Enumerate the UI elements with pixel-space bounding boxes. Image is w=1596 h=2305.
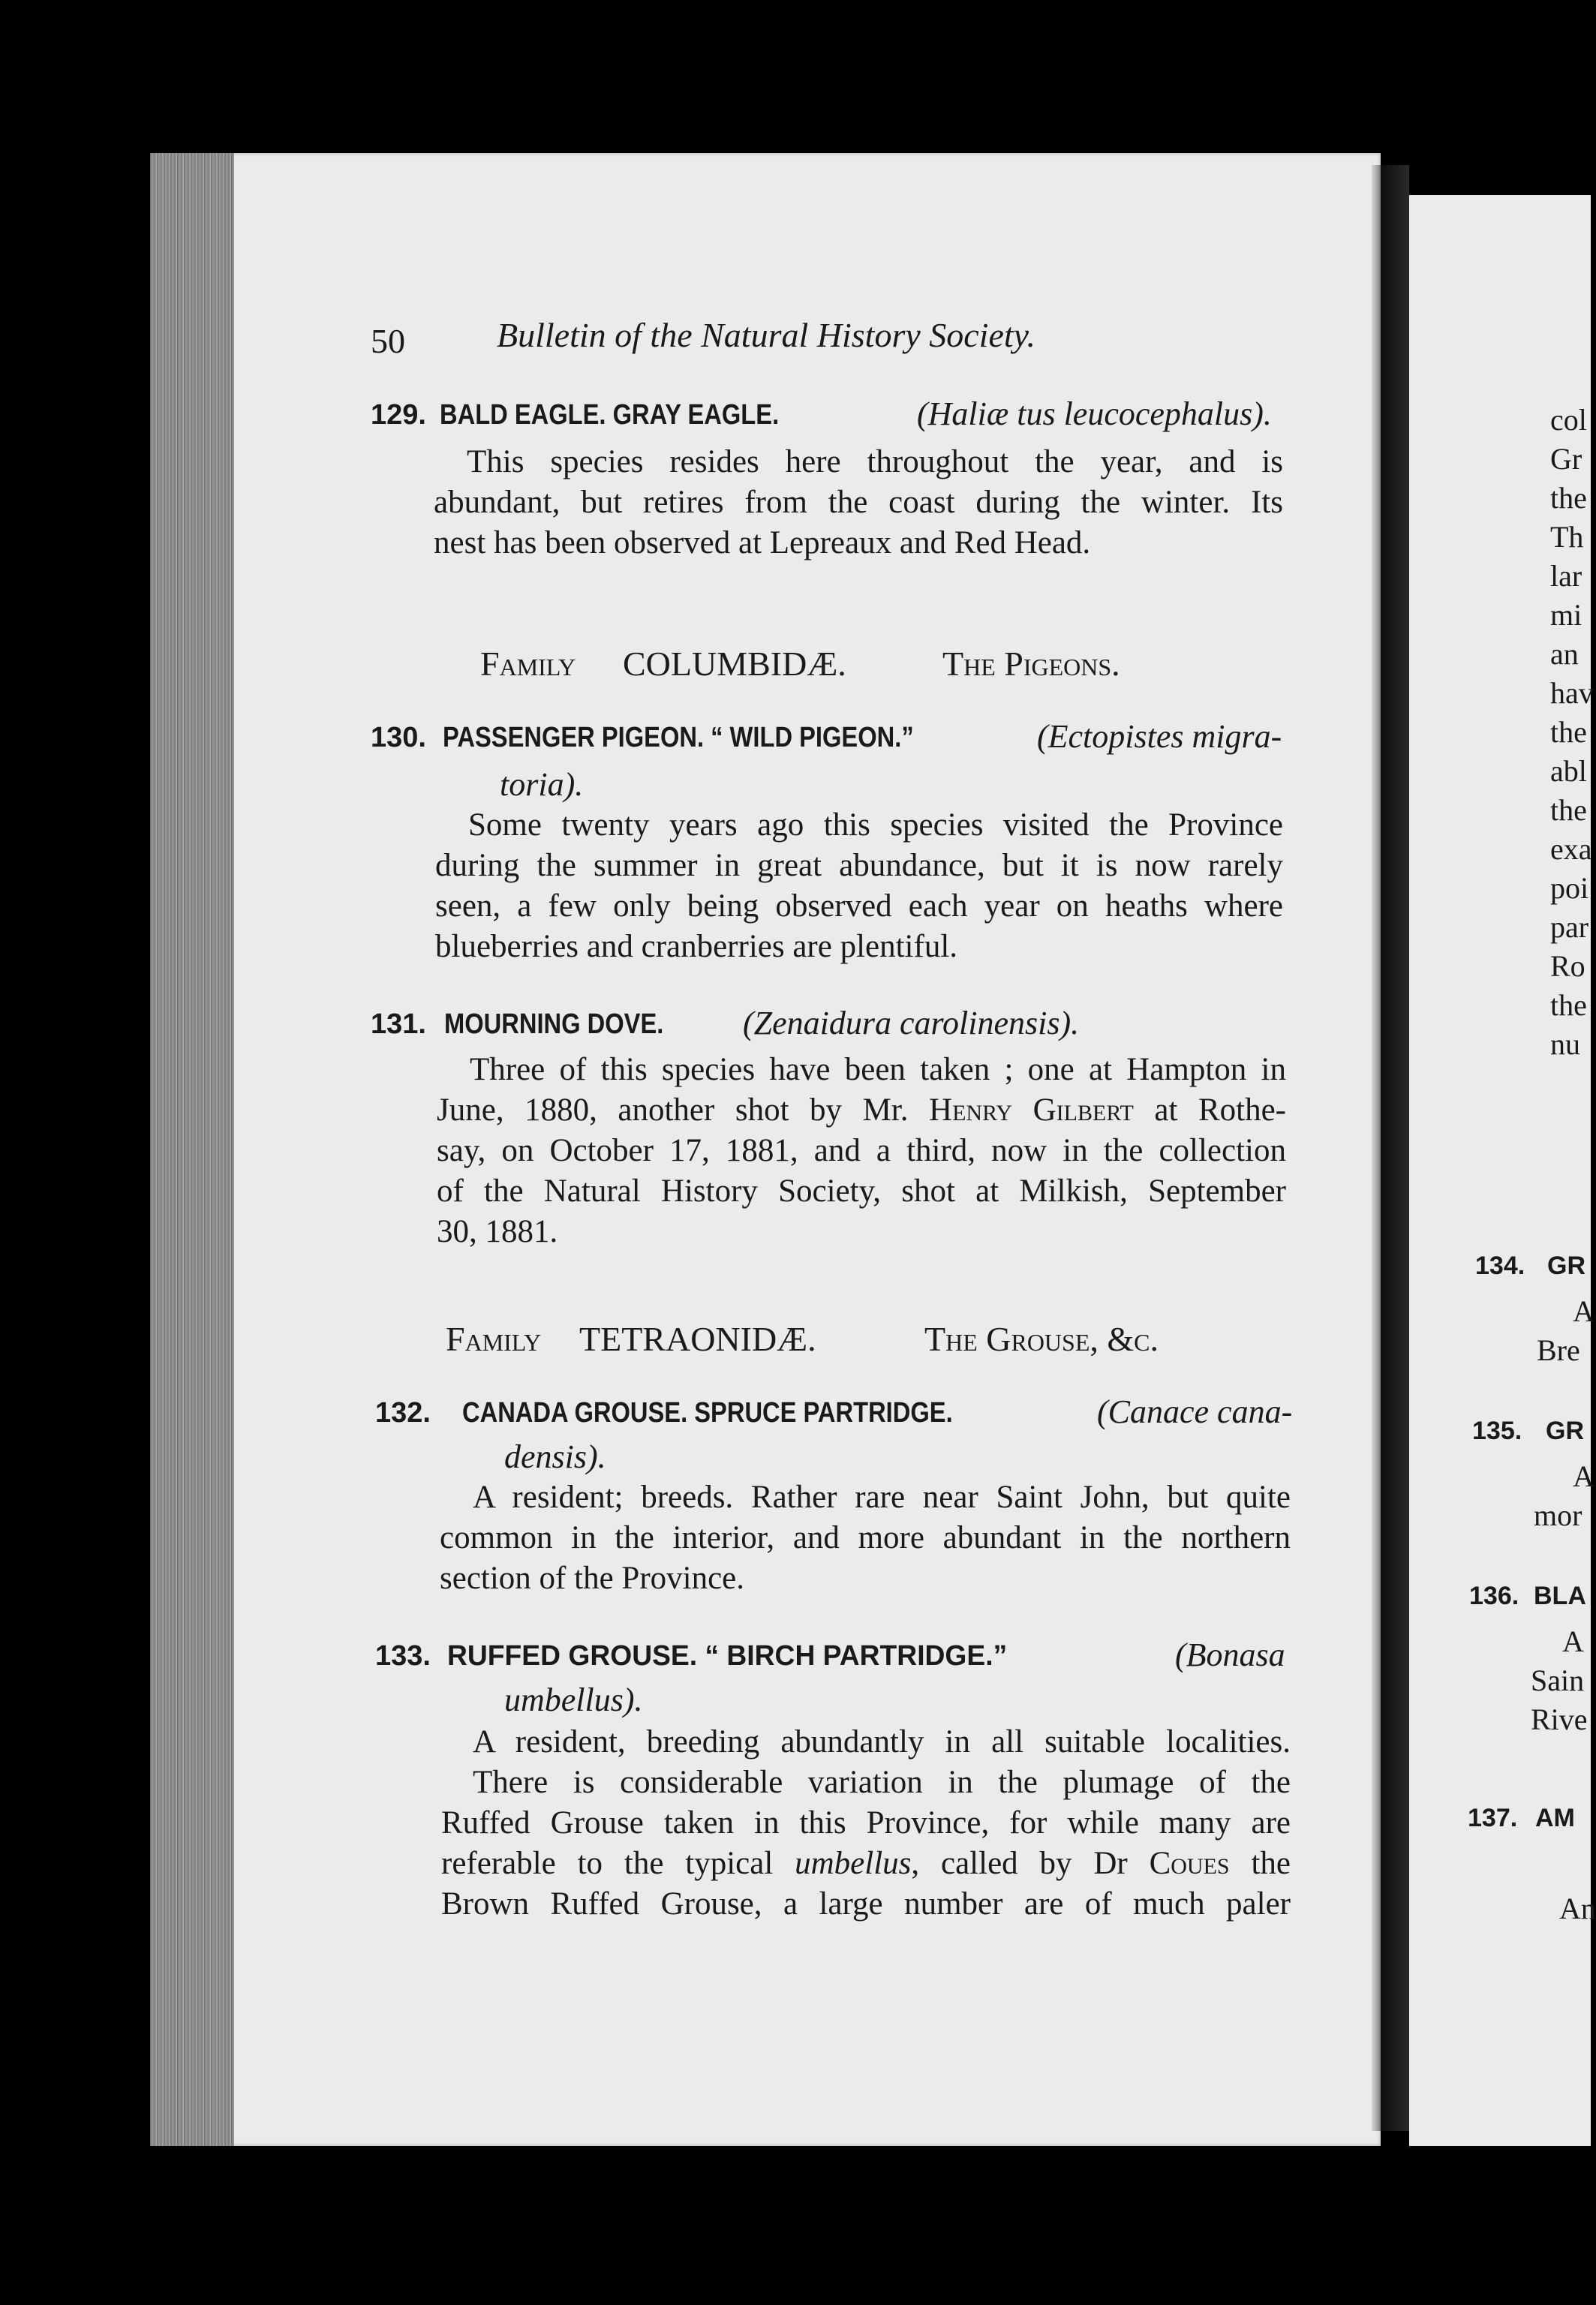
italic-term: umbellus xyxy=(795,1846,912,1881)
person-name: Coues xyxy=(1149,1846,1230,1881)
family-common-name: The Grouse, &c. xyxy=(924,1320,1159,1358)
entry-body-line: during the summer in great abundance, but it is now rarely xyxy=(435,848,1283,883)
entry-heading: PASSENGER PIGEON. “ WILD PIGEON.” xyxy=(443,722,914,753)
fragment: An xyxy=(1559,1892,1596,1925)
fragment: poi xyxy=(1550,871,1589,905)
fragment: Gr xyxy=(1550,442,1582,476)
scientific-name-cont: toria). xyxy=(500,766,584,803)
fragment: mor xyxy=(1534,1498,1582,1532)
fragment: hav xyxy=(1550,676,1594,710)
entry-body-line: This species resides here throughout the year, and is xyxy=(467,444,1283,479)
fragment: the xyxy=(1550,715,1587,749)
family-label: Family xyxy=(480,645,576,683)
fragment: nu xyxy=(1550,1027,1580,1061)
fragment: A xyxy=(1562,1624,1584,1658)
fragment: exa xyxy=(1550,832,1592,866)
entry-body-line: Brown Ruffed Grouse, a large number are of much paler xyxy=(441,1886,1291,1922)
fragment: par xyxy=(1550,910,1589,944)
fragment: Th xyxy=(1550,520,1584,554)
entry-body-line: nest has been observed at Lepreaux and Red Head. xyxy=(434,525,1091,560)
running-head: Bulletin of the Natural History Society. xyxy=(497,316,1036,354)
entry-number: 136. xyxy=(1469,1582,1519,1610)
scientific-name: (Haliæ tus leucocephalus). xyxy=(917,395,1272,432)
entry-number: 131. xyxy=(371,1008,426,1040)
entry-body-line: section of the Province. xyxy=(440,1561,745,1596)
fragment: Sain xyxy=(1531,1663,1585,1697)
entry-heading: AM xyxy=(1535,1804,1575,1832)
family-name: COLUMBIDÆ. xyxy=(623,645,846,683)
scientific-name: (Bonasa xyxy=(1175,1636,1285,1673)
family-common-name: The Pigeons. xyxy=(942,645,1120,683)
entry-body-line: blueberries and cranberries are plentiful. xyxy=(435,929,958,964)
gutter-shadow xyxy=(1372,165,1409,2131)
entry-body-line: say, on October 17, 1881, and a third, now in the collection xyxy=(437,1133,1286,1168)
fragment: lar xyxy=(1550,559,1582,593)
entry-body-line: abundant, but retires from the coast during the winter. Its xyxy=(434,485,1283,520)
fragment: abl xyxy=(1550,754,1587,788)
page-number: 50 xyxy=(371,322,405,360)
entry-body-line: There is considerable variation in the plumage of the xyxy=(473,1765,1291,1800)
entry-body-line: A resident; breeds. Rather rare near Saint John, but quite xyxy=(473,1480,1291,1515)
scientific-name: (Canace cana- xyxy=(1097,1393,1293,1430)
entry-body-line: June, 1880, another shot by Mr. Henry Gilbert at Rothe- xyxy=(437,1092,1286,1128)
entry-heading: BALD EAGLE. GRAY EAGLE. xyxy=(440,399,780,431)
entry-number: 132. xyxy=(375,1397,431,1429)
fragment: the xyxy=(1550,793,1587,827)
entry-body-line: of the Natural History Society, shot at Milkish, September xyxy=(437,1174,1286,1209)
entry-heading: GR xyxy=(1547,1252,1585,1280)
scientific-name-cont: umbellus). xyxy=(504,1681,643,1718)
entry-body-line: Some twenty years ago this species visited the Province xyxy=(468,807,1283,843)
fragment: the xyxy=(1550,481,1587,515)
scientific-name: (Zenaidura carolinensis). xyxy=(743,1005,1080,1041)
fragment: the xyxy=(1550,988,1587,1022)
entry-number: 135. xyxy=(1472,1417,1522,1445)
fragment: an xyxy=(1550,637,1579,671)
entry-body-line: Three of this species have been taken ; one at Hampton in xyxy=(470,1052,1286,1087)
fragment: Bre xyxy=(1537,1333,1580,1367)
entry-heading: MOURNING DOVE. xyxy=(444,1008,664,1040)
scientific-name: (Ectopistes migra- xyxy=(1037,718,1282,755)
entry-number: 133. xyxy=(375,1640,431,1672)
entry-body-line: referable to the typical umbellus, called by Dr Coues the xyxy=(441,1846,1291,1881)
entry-body-line: seen, a few only being observed each year on heaths where xyxy=(435,888,1283,924)
family-label: Family xyxy=(446,1320,542,1358)
entry-body-line: Ruffed Grouse taken in this Province, for while many are xyxy=(441,1805,1291,1841)
entry-body-line: A resident, breeding abundantly in all suitable localities. xyxy=(473,1724,1291,1760)
entry-number: 129. xyxy=(371,399,426,431)
person-name: Henry Gilbert xyxy=(929,1092,1134,1128)
entry-heading: BLA xyxy=(1534,1582,1586,1610)
fragment: Rive xyxy=(1531,1702,1588,1736)
entry-body-line: 30, 1881. xyxy=(437,1214,558,1249)
fragment: A xyxy=(1573,1459,1594,1493)
fragment: A xyxy=(1573,1294,1594,1328)
entry-heading: CANADA GROUSE. SPRUCE PARTRIDGE. xyxy=(462,1397,953,1429)
entry-number: 130. xyxy=(371,722,426,753)
entry-heading: RUFFED GROUSE. “ BIRCH PARTRIDGE.” xyxy=(447,1640,1008,1672)
entry-number: 134. xyxy=(1475,1252,1525,1280)
fragment: Ro xyxy=(1550,949,1585,983)
scientific-name-cont: densis). xyxy=(504,1438,606,1475)
family-name: TETRAONIDÆ. xyxy=(579,1320,816,1358)
fragment: col xyxy=(1550,403,1587,437)
entry-heading: GR xyxy=(1546,1417,1584,1445)
page-edge xyxy=(150,153,234,2146)
entry-number: 137. xyxy=(1468,1804,1518,1832)
entry-body-line: common in the interior, and more abundant in the northern xyxy=(440,1520,1291,1555)
fragment: mi xyxy=(1550,598,1582,632)
